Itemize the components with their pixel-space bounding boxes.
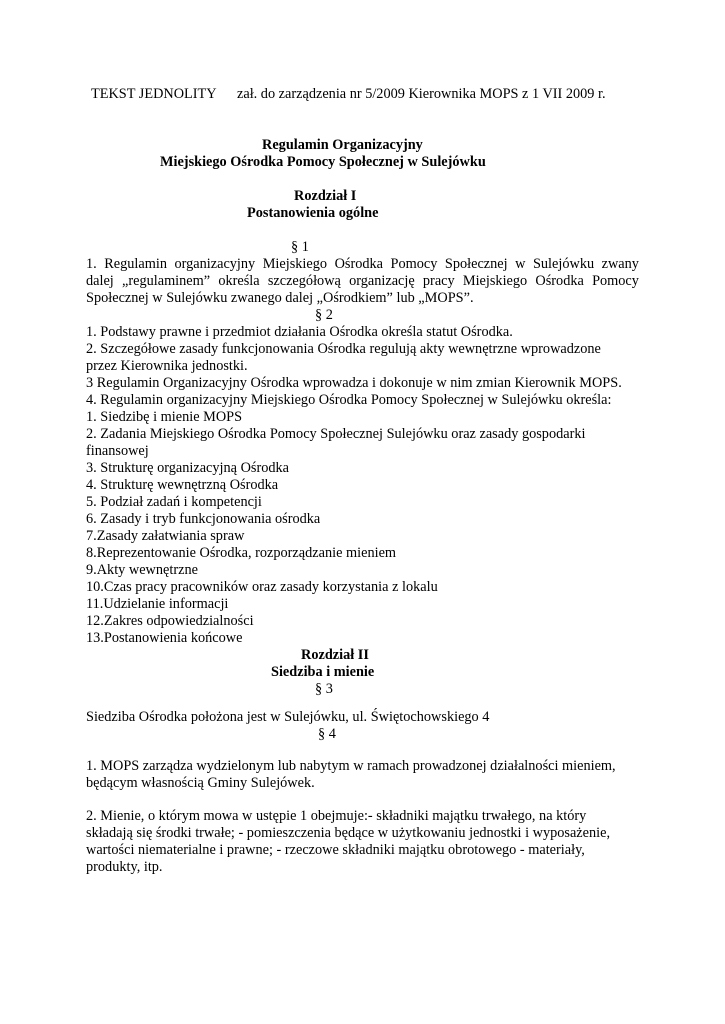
word: „regulaminem” <box>122 273 211 289</box>
section-1-line3: Społecznej w Sulejówku zwanego dalej „Ośrodkiem” lub „MOPS”. <box>86 290 474 306</box>
list-item: 8.Reprezentowanie Ośrodka, rozporządzanie mieniem <box>86 545 397 561</box>
word: organizacyjny <box>174 256 256 272</box>
list-item: 6. Zasady i tryb funkcjonowania ośrodka <box>86 511 321 527</box>
word: Pomocy <box>592 273 639 289</box>
word: w <box>515 256 526 272</box>
header-label: TEKST JEDNOLITY <box>91 86 217 102</box>
word: dalej <box>86 273 114 289</box>
word: zwany <box>601 256 639 272</box>
section-2-para1: 1. Podstawy prawne i przedmiot działania Ośrodka określa statut Ośrodka. <box>86 324 513 340</box>
section-4-para1a: 1. MOPS zarządza wydzielonym lub nabytym w ramach prowadzonej działalności mieniem, <box>86 758 616 774</box>
section-4-para2a: 2. Mienie, o którym mowa w ustępie 1 obejmuje:- składniki majątku trwałego, na który <box>86 808 587 824</box>
list-item: 13.Postanowienia końcowe <box>86 630 243 646</box>
list-item: 2. Zadania Miejskiego Ośrodka Pomocy Społecznej Sulejówku oraz zasady gospodarki <box>86 426 586 442</box>
chapter-2-name: Siedziba i mienie <box>271 664 375 680</box>
list-item: 5. Podział zadań i kompetencji <box>86 494 262 510</box>
section-1-mark: § 1 <box>291 239 309 255</box>
word: Ośrodka <box>334 256 384 272</box>
word: Regulamin <box>104 256 167 272</box>
word: organizację <box>349 273 415 289</box>
list-item: 4. Strukturę wewnętrzną Ośrodka <box>86 477 279 493</box>
chapter-1-name: Postanowienia ogólne <box>247 205 379 221</box>
section-1-line1 <box>86 256 639 273</box>
word: pracy <box>422 273 455 289</box>
list-item: 1. Siedzibę i mienie MOPS <box>86 409 243 425</box>
section-4-mark: § 4 <box>318 726 336 742</box>
word: określa <box>218 273 260 289</box>
section-2-mark: § 2 <box>315 307 333 323</box>
list-item: 9.Akty wewnętrzne <box>86 562 198 578</box>
word: 1. <box>86 256 97 272</box>
section-2-para2a: 2. Szczegółowe zasady funkcjonowania Ośrodka regulują akty wewnętrzne wprowadzone <box>86 341 601 357</box>
section-1-line2 <box>86 273 639 290</box>
word: Sulejówku <box>532 256 595 272</box>
word: Społecznej <box>444 256 508 272</box>
word: Pomocy <box>390 256 438 272</box>
section-2-para2b: przez Kierownika jednostki. <box>86 358 248 374</box>
section-3-text: Siedziba Ośrodka położona jest w Sulejówku, ul. Świętochowskiego 4 <box>86 709 490 725</box>
document-title-line1: Regulamin Organizacyjny <box>262 137 423 153</box>
section-3-mark: § 3 <box>315 681 333 697</box>
word: Miejskiego <box>462 273 528 289</box>
word: Miejskiego <box>262 256 328 272</box>
chapter-2-number: Rozdział II <box>301 647 369 663</box>
list-item: finansowej <box>86 443 149 459</box>
section-4-para2c: wartości niematerialne i prawne; - rzeczowe składniki majątku obrotowego - materiały, <box>86 842 585 858</box>
section-4-para1b: będącym własnością Gminy Sulejówek. <box>86 775 315 791</box>
list-item: 12.Zakres odpowiedzialności <box>86 613 254 629</box>
section-4-para2b: składają się środki trwałe; - pomieszczenia będące w użytkowaniu jednostki i wyposażenie, <box>86 825 611 841</box>
section-2-para4: 4. Regulamin organizacyjny Miejskiego Ośrodka Pomocy Społecznej w Sulejówku określa: <box>86 392 612 408</box>
word: Ośrodka <box>535 273 584 289</box>
document-title-line2: Miejskiego Ośrodka Pomocy Społecznej w Sulejówku <box>160 154 486 170</box>
list-item: 10.Czas pracy pracowników oraz zasady korzystania z lokalu <box>86 579 438 595</box>
list-item: 3. Strukturę organizacyjną Ośrodka <box>86 460 290 476</box>
section-2-para3: 3 Regulamin Organizacyjny Ośrodka wprowadza i dokonuje w nim zmian Kierownik MOPS. <box>86 375 622 391</box>
word: szczegółową <box>267 273 341 289</box>
section-4-para2d: produkty, itp. <box>86 859 163 875</box>
header-reference: zał. do zarządzenia nr 5/2009 Kierownika MOPS z 1 VII 2009 r. <box>237 86 606 102</box>
list-item: 11.Udzielanie informacji <box>86 596 229 612</box>
chapter-1-number: Rozdział I <box>294 188 357 204</box>
list-item: 7.Zasady załatwiania spraw <box>86 528 245 544</box>
